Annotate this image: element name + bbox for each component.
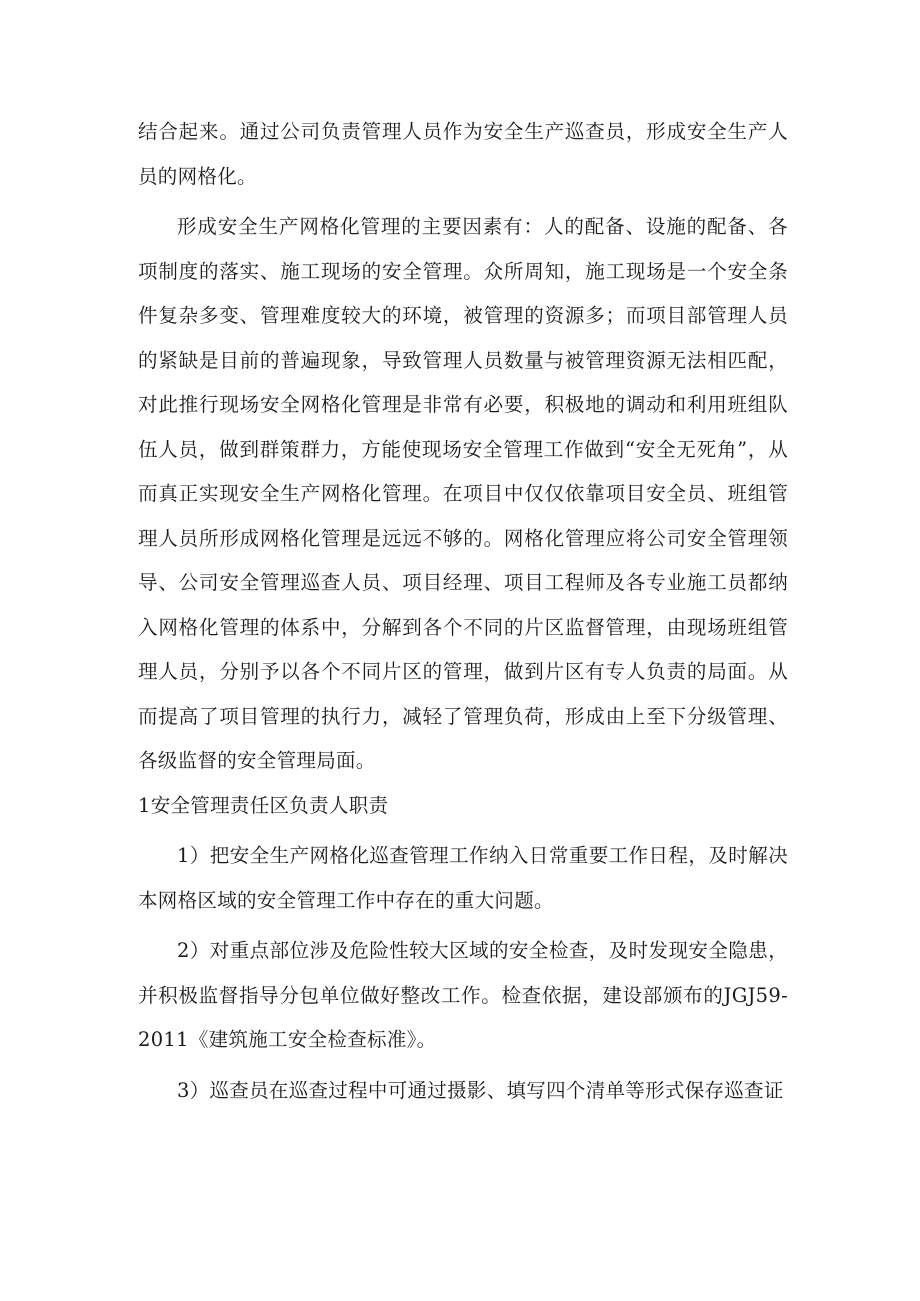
list-item-3: 3）巡查员在巡查过程中可通过摄影、填写四个清单等形式保存巡查证 [177,1078,784,1102]
paragraph-continuation: 结合起来。通过公司负责管理人员作为安全生产巡查员，形成安全生产人员的网格化。 [138,120,788,188]
section-heading: 1安全管理责任区负责人职责 [138,793,389,817]
list-item-2: 2）对重点部位涉及危险性较大区域的安全检查，及时发现安全隐患，并积极监督指导分包单位做好整改工作。检查依据，建设部颁布的JGJ59-2011《建筑施工安全检查标准》。 [138,939,788,1051]
document-body [138,110,788,1113]
list-item-1: 1）把安全生产网格化巡查管理工作纳入日常重要工作日程，及时解决本网格区域的安全管理工作中存在的重大问题。 [138,844,788,912]
paragraph-main-factors: 形成安全生产网格化管理的主要因素有：人的配备、设施的配备、各项制度的落实、施工现场的安全管理。众所周知，施工现场是一个安全条件复杂多变、管理难度较大的环境，被管理的资源多；而项目部管理人员的紧缺是目前的普遍现象，导致管理人员数量与被管理资源无法相匹配，对此推行现场安全网格化管理是非常有必要，积极地的调动和利用班组队伍人员，做到群策群力，方能使现场安全管理工作做到“安全无死角”，从而真正实现安全生产网格化管理。在项目中仅仅依靠项目安全员、班组管理人员所形成网格化管理是远远不够的。网格化管理应将公司安全管理领导、公司安全管理巡查人员、项目经理、项目工程师及各专业施工员都纳入网格化管理的体系中，分解到各个不同的片区监督管理，由现场班组管理人员，分别予以各个不同片区的管理，做到片区有专人负责的局面。从而提高了项目管理的执行力，减轻了管理负荷，形成由上至下分级管理、各级监督的安全管理局面。 [138,215,788,772]
